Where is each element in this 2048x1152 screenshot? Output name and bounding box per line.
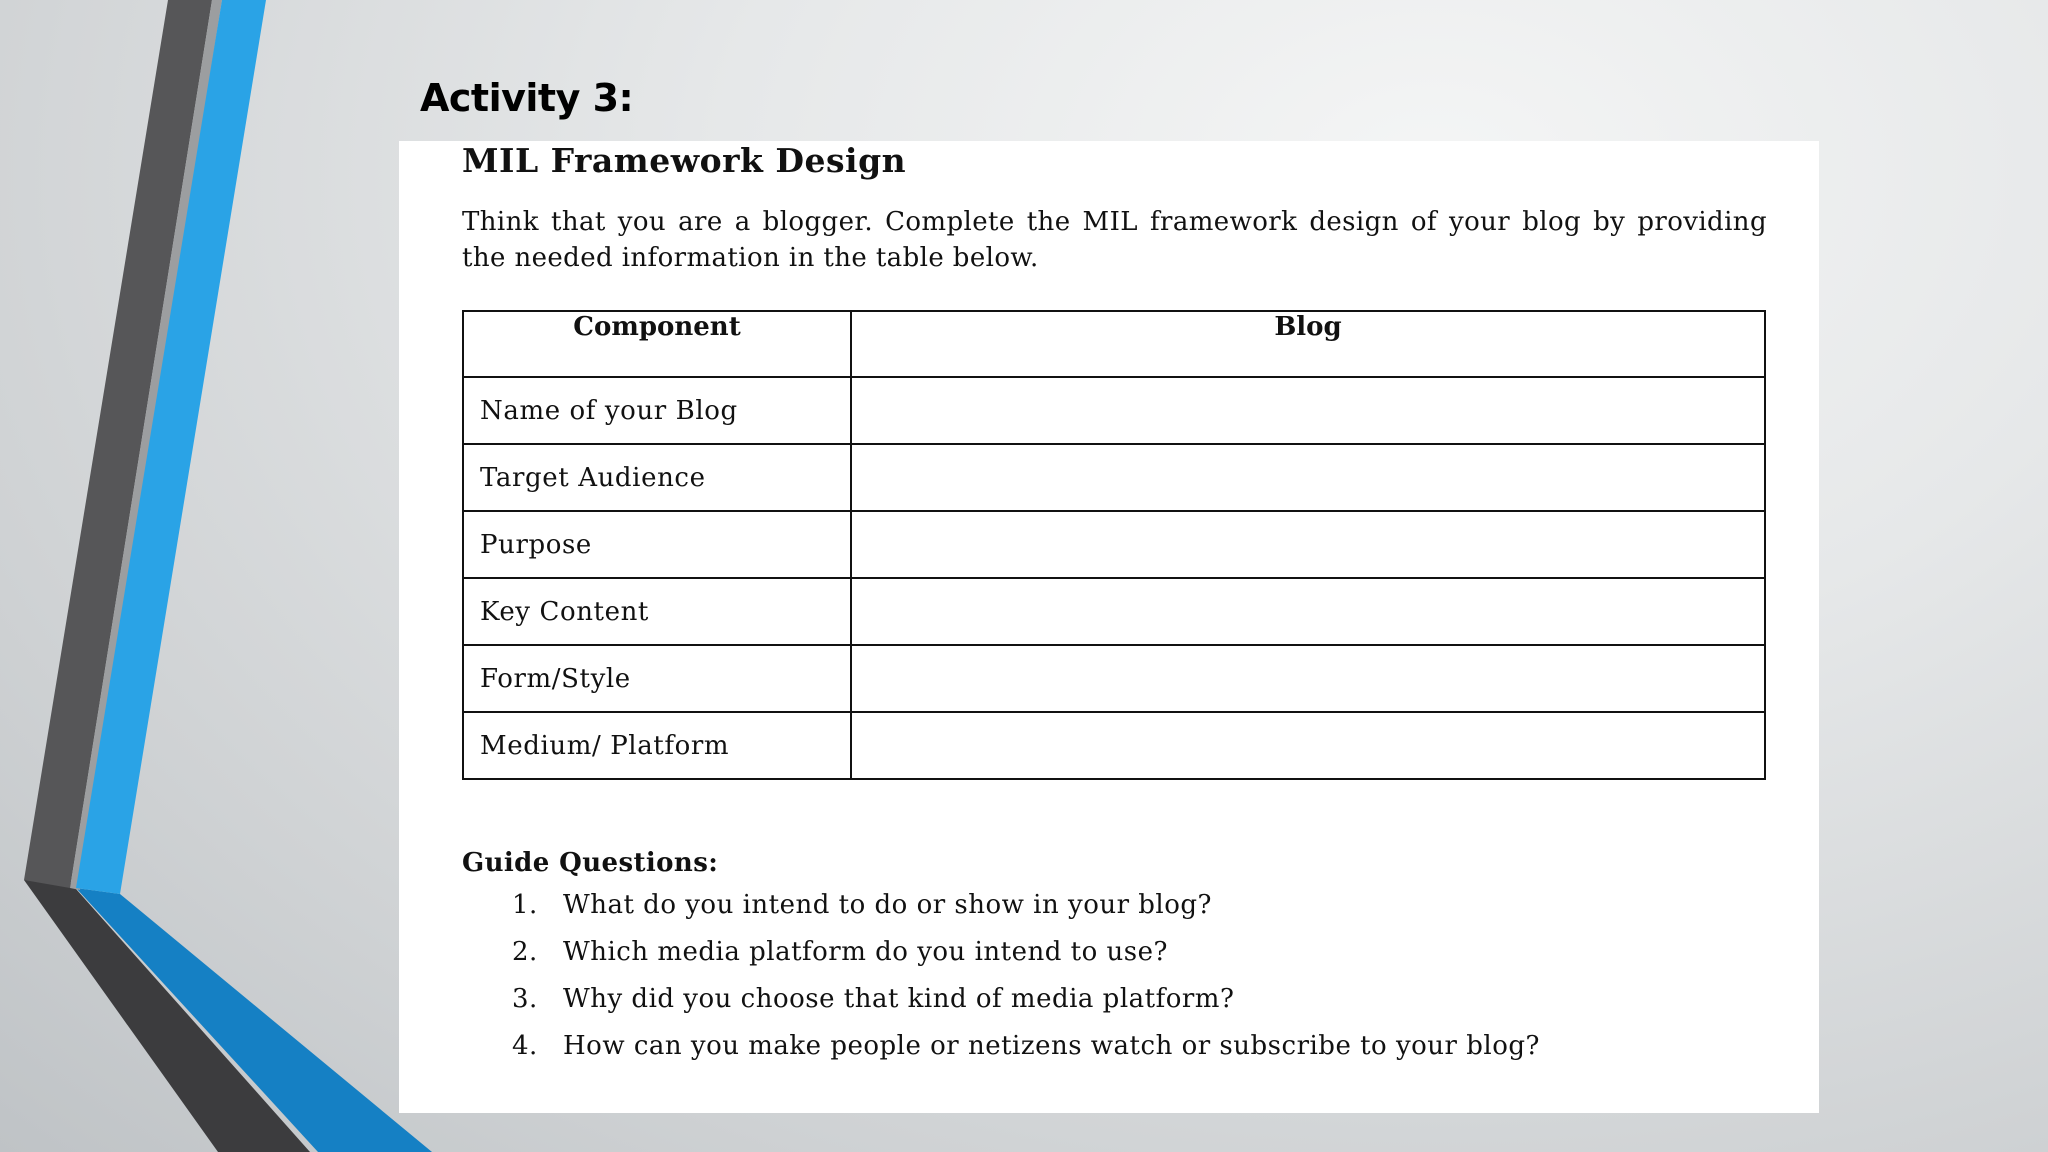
component-cell: Target Audience: [463, 444, 851, 511]
blog-cell: [851, 444, 1765, 511]
table-header-row: [463, 311, 1765, 377]
question-number: 1.: [512, 890, 538, 920]
table-row: [463, 511, 1765, 578]
column-header-component: Component: [463, 311, 851, 377]
component-cell: Form/Style: [463, 645, 851, 712]
question-text: Why did you choose that kind of media platform?: [563, 984, 1235, 1014]
document-heading: MIL Framework Design: [462, 141, 907, 180]
question-text: Which media platform do you intend to use?: [563, 937, 1168, 967]
question-number: 2.: [512, 937, 538, 967]
mil-framework-table: [462, 310, 1766, 780]
table-row: [463, 444, 1765, 511]
component-cell: Purpose: [463, 511, 851, 578]
blog-cell: [851, 377, 1765, 444]
component-cell: Medium/ Platform: [463, 712, 851, 779]
slide-title: Activity 3:: [420, 76, 634, 120]
list-item: [512, 890, 1540, 937]
blog-cell: [851, 511, 1765, 578]
blog-cell: [851, 578, 1765, 645]
table-row: [463, 712, 1765, 779]
question-number: 3.: [512, 984, 538, 1014]
column-header-blog: Blog: [851, 311, 1765, 377]
component-cell: Name of your Blog: [463, 377, 851, 444]
table-row: [463, 377, 1765, 444]
light-gray-stripe: [70, 0, 222, 890]
table-row: [463, 578, 1765, 645]
question-text: How can you make people or netizens watch or subscribe to your blog?: [563, 1031, 1540, 1061]
list-item: [512, 984, 1540, 1031]
document-instructions: Think that you are a blogger. Complete the MIL framework design of your blog by providing the needed information in the table below.: [462, 207, 1767, 273]
guide-questions-title: Guide Questions:: [462, 848, 719, 878]
question-number: 4.: [512, 1031, 538, 1061]
blog-cell: [851, 645, 1765, 712]
document-image: [399, 141, 1819, 1113]
guide-questions-list: [512, 890, 1540, 1078]
blog-cell: [851, 712, 1765, 779]
component-cell: Key Content: [463, 578, 851, 645]
table-row: [463, 645, 1765, 712]
list-item: [512, 937, 1540, 984]
question-text: What do you intend to do or show in your blog?: [563, 890, 1212, 920]
list-item: [512, 1031, 1540, 1078]
